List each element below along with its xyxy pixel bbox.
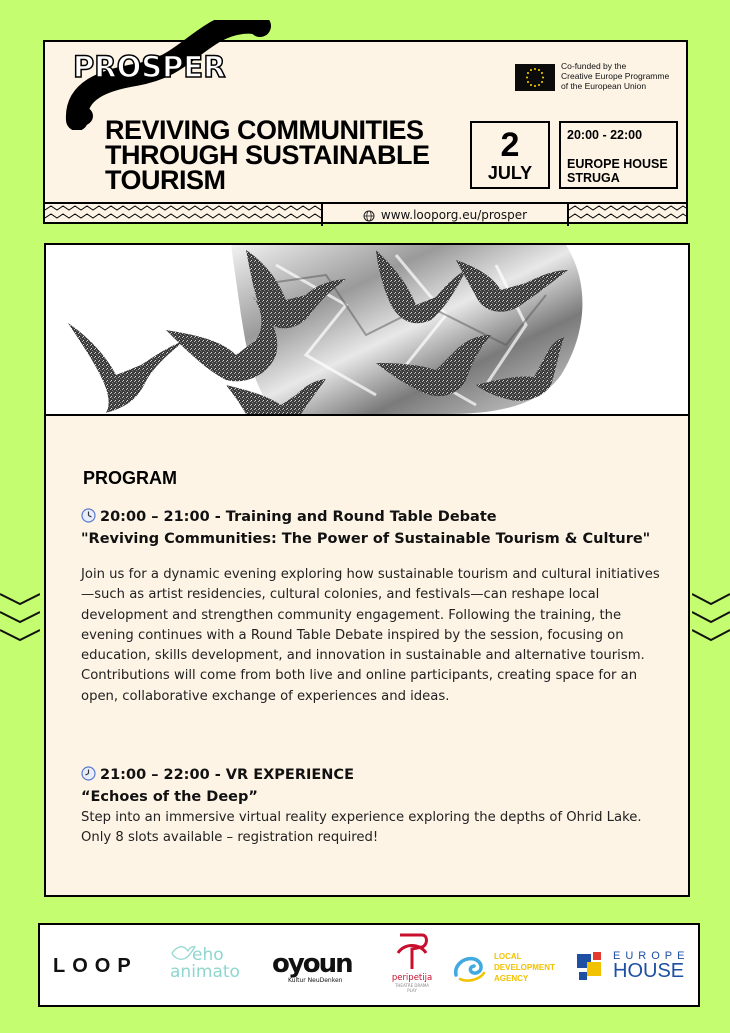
oyoun-logo-subtitle: Kultur NeuDenken <box>288 977 343 984</box>
europe-house-logo-line-1: EUROPE <box>613 950 690 962</box>
eho-animato-logo <box>170 947 240 981</box>
bird-icon <box>170 943 196 963</box>
peripetija-logo <box>390 931 434 993</box>
session-2-description: Step into an immersive virtual reality experience exploring the depths of Ohrid Lake. Only 8 slots available – registration required! <box>81 810 642 846</box>
zigzag-decoration-left <box>45 204 323 226</box>
venue-line-1: EUROPE HOUSE <box>567 157 668 171</box>
eu-flag-icon <box>515 64 555 91</box>
eu-funding-line-1: Co-funded by the <box>561 61 627 71</box>
header-bottom-strip <box>45 202 686 226</box>
partner-logos-bar <box>38 923 700 1007</box>
chevron-decoration-right <box>692 592 730 652</box>
eho-logo-line-2: animato <box>170 962 240 982</box>
europe-house-mark-icon <box>575 950 609 984</box>
session-1-time-title: 20:00 – 21:00 - Training and Round Table Debate <box>100 509 497 525</box>
peripetija-logo-subtitle: THEATRE DRAMA PLAY <box>394 983 430 993</box>
date-month: JULY <box>487 163 533 183</box>
event-time: 20:00 - 22:00 <box>567 128 643 142</box>
lda-logo-line-1: LOCAL <box>494 952 522 961</box>
session-2-title <box>81 765 681 786</box>
date-box <box>470 121 550 189</box>
peripetija-logo-text: peripetija <box>391 973 433 983</box>
event-title-line-1: REVIVING COMMUNITIES <box>105 115 424 145</box>
website-url[interactable]: www.looporg.eu/prosper <box>380 208 528 222</box>
date-day: 2 <box>500 126 520 164</box>
swirl-icon <box>452 953 488 983</box>
lda-logo-text <box>494 951 574 984</box>
lda-logo-line-2: DEVELOPMENT <box>494 963 555 972</box>
event-title-line-3: TOURISM <box>105 165 226 195</box>
chevron-decoration-left <box>0 592 40 652</box>
europe-house-logo-line-2: HOUSE <box>613 960 685 982</box>
program-card <box>44 243 690 897</box>
peripetija-mark-icon <box>394 931 430 971</box>
event-venue <box>567 157 670 185</box>
event-title-line-2: THROUGH SUSTAINABLE <box>105 140 430 170</box>
session-2-time-title: 21:00 – 22:00 - VR EXPERIENCE <box>100 767 354 783</box>
clock-icon <box>81 766 96 781</box>
session-2-subtitle: “Echoes of the Deep” <box>81 789 258 805</box>
lda-logo-line-3: AGENCY <box>494 974 529 983</box>
globe-icon <box>363 210 375 222</box>
prosper-logo: PROSPER <box>73 50 226 84</box>
loop-logo: LOOP <box>53 955 138 977</box>
event-title <box>105 115 455 195</box>
venue-line-2: STRUGA <box>567 171 620 185</box>
session-1-title <box>81 507 681 528</box>
clock-icon <box>81 508 96 523</box>
zigzag-decoration-right <box>567 204 686 226</box>
eu-funding-line-3: of the European Union <box>561 81 647 91</box>
eu-funding-line-2: Creative Europe Programme <box>561 71 670 81</box>
program-heading: PROGRAM <box>83 468 177 488</box>
website-link[interactable] <box>323 204 567 226</box>
eho-logo-line-1: eho <box>192 945 224 965</box>
oyoun-logo-text: oyoun <box>272 949 352 979</box>
session-1-description: Join us for a dynamic evening exploring how sustainable tourism and cultural initiatives—such as artist residencies, cultural colonies, and festivals—can reshape local development and strengthen community engagement. Following the training, the evening continues with a Round Table Debate inspired by the session, focusing on education, skills development, and innovation in sustainable and alternative tourism. Contributions will come from both live and online participants, creating space for an open, collaborative exchange of experiences and ideas. <box>81 567 660 704</box>
birds-artwork <box>46 245 688 416</box>
time-venue-box <box>559 121 678 189</box>
oyoun-logo <box>272 951 352 985</box>
event-header <box>43 40 688 224</box>
session-1-subtitle: "Reviving Communities: The Power of Sustainable Tourism & Culture" <box>81 531 651 547</box>
eu-funding-text <box>561 61 691 91</box>
